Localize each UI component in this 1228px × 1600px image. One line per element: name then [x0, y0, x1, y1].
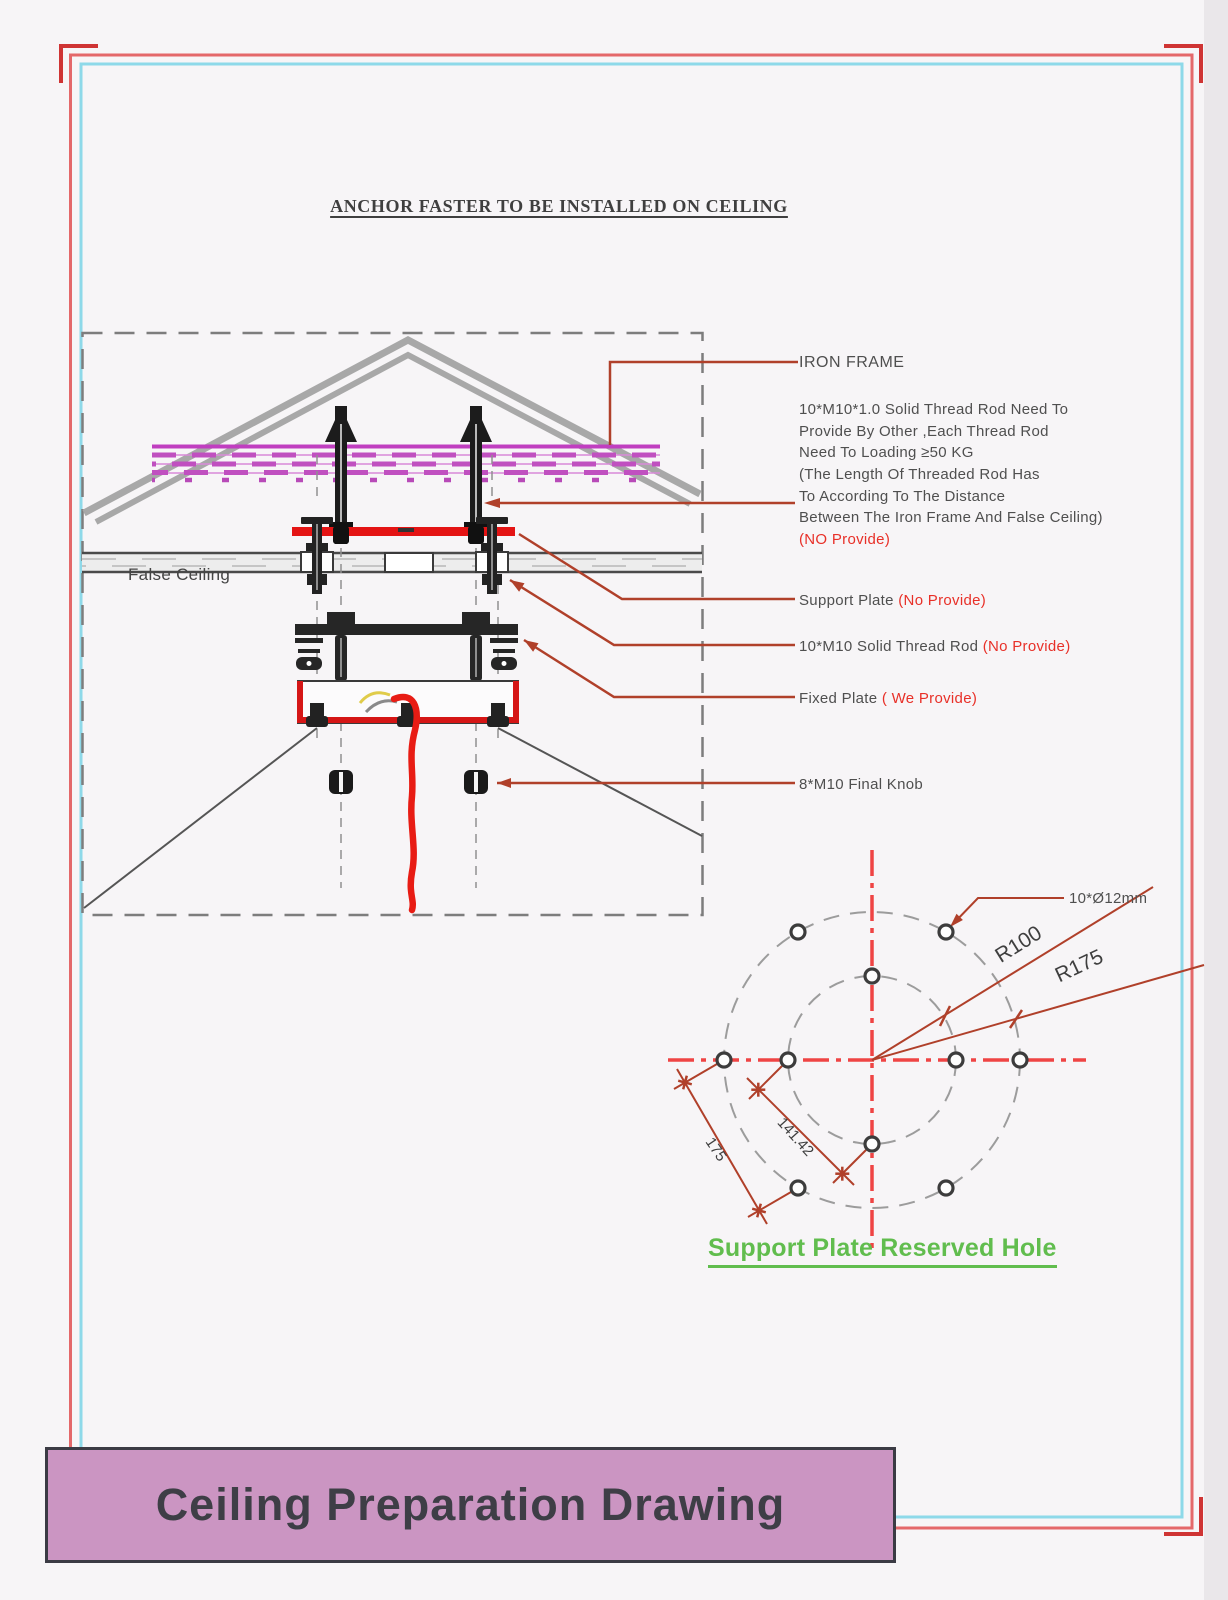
- hole-spec-label: 10*Ø12mm: [1069, 890, 1148, 907]
- leader-iron-frame: [610, 362, 798, 445]
- support-plate-label: [799, 590, 986, 611]
- diagonal-support-lines: [84, 728, 702, 908]
- note-line: Provide By Other ,Each Thread Rod: [799, 422, 1049, 440]
- dim-chord-label: 175: [701, 1134, 730, 1165]
- sheet-title: ANCHOR FASTER TO BE INSTALLED ON CEILING: [330, 196, 788, 216]
- note-line: (The Length Of Threaded Rod Has: [799, 466, 1040, 484]
- thread-rod-label: [799, 636, 1071, 657]
- wing-nut-right: [490, 638, 518, 670]
- thread-rod-text: 10*M10 Solid Thread Rod: [799, 638, 979, 655]
- thread-rod-note-text: (No Provide): [982, 638, 1071, 655]
- support-plate-text: Support Plate: [799, 592, 894, 609]
- leader-hole-spec: [952, 898, 1064, 925]
- leader-fixed-plate: [524, 640, 795, 697]
- footer-title: Ceiling Preparation Drawing: [155, 1479, 786, 1530]
- radius-outer-label: R175: [1051, 945, 1107, 988]
- fixed-plate: [298, 681, 518, 727]
- final-knob-label: 8*M10 Final Knob: [799, 776, 924, 793]
- note-no-provide: (NO Provide): [799, 531, 891, 549]
- leader-solid-thread-rod: [510, 580, 795, 645]
- ceiling-gap-box: [385, 553, 433, 572]
- radius-inner-label: R100: [991, 921, 1046, 968]
- support-plate-note: (No Provide): [898, 592, 987, 609]
- power-cable: [394, 697, 417, 910]
- thread-rod-note: [799, 399, 1103, 551]
- middle-rod-assembly: [295, 612, 518, 681]
- note-line: Need To Loading ≥50 KG: [799, 444, 974, 462]
- fixed-plate-note: ( We Provide): [881, 690, 978, 707]
- fixed-plate-text: Fixed Plate: [799, 690, 878, 707]
- final-knobs: [329, 770, 488, 794]
- dimension-175: [674, 1064, 791, 1224]
- note-line: 10*M10*1.0 Solid Thread Rod Need To: [799, 401, 1069, 418]
- note-line: To According To The Distance: [799, 487, 1006, 505]
- hole-pattern-diagram: [668, 850, 1204, 1248]
- frame-border: [61, 46, 1201, 1534]
- dimension-141: [747, 1066, 866, 1185]
- note-line: Between The Iron Frame And False Ceiling): [799, 509, 1103, 527]
- hole-diagram-caption: Support Plate Reserved Hole: [708, 1234, 1057, 1268]
- iron-frame-label: IRON FRAME: [799, 354, 905, 371]
- radius-callouts: [872, 887, 1204, 1060]
- wing-nut-left: [295, 638, 323, 670]
- roof-lines: [84, 340, 700, 522]
- dim-diagonal-label: 141.42: [773, 1114, 818, 1160]
- fixed-plate-label: [799, 688, 977, 709]
- footer-title-box: [45, 1447, 896, 1563]
- false-ceiling-label: False Ceiling: [128, 565, 231, 584]
